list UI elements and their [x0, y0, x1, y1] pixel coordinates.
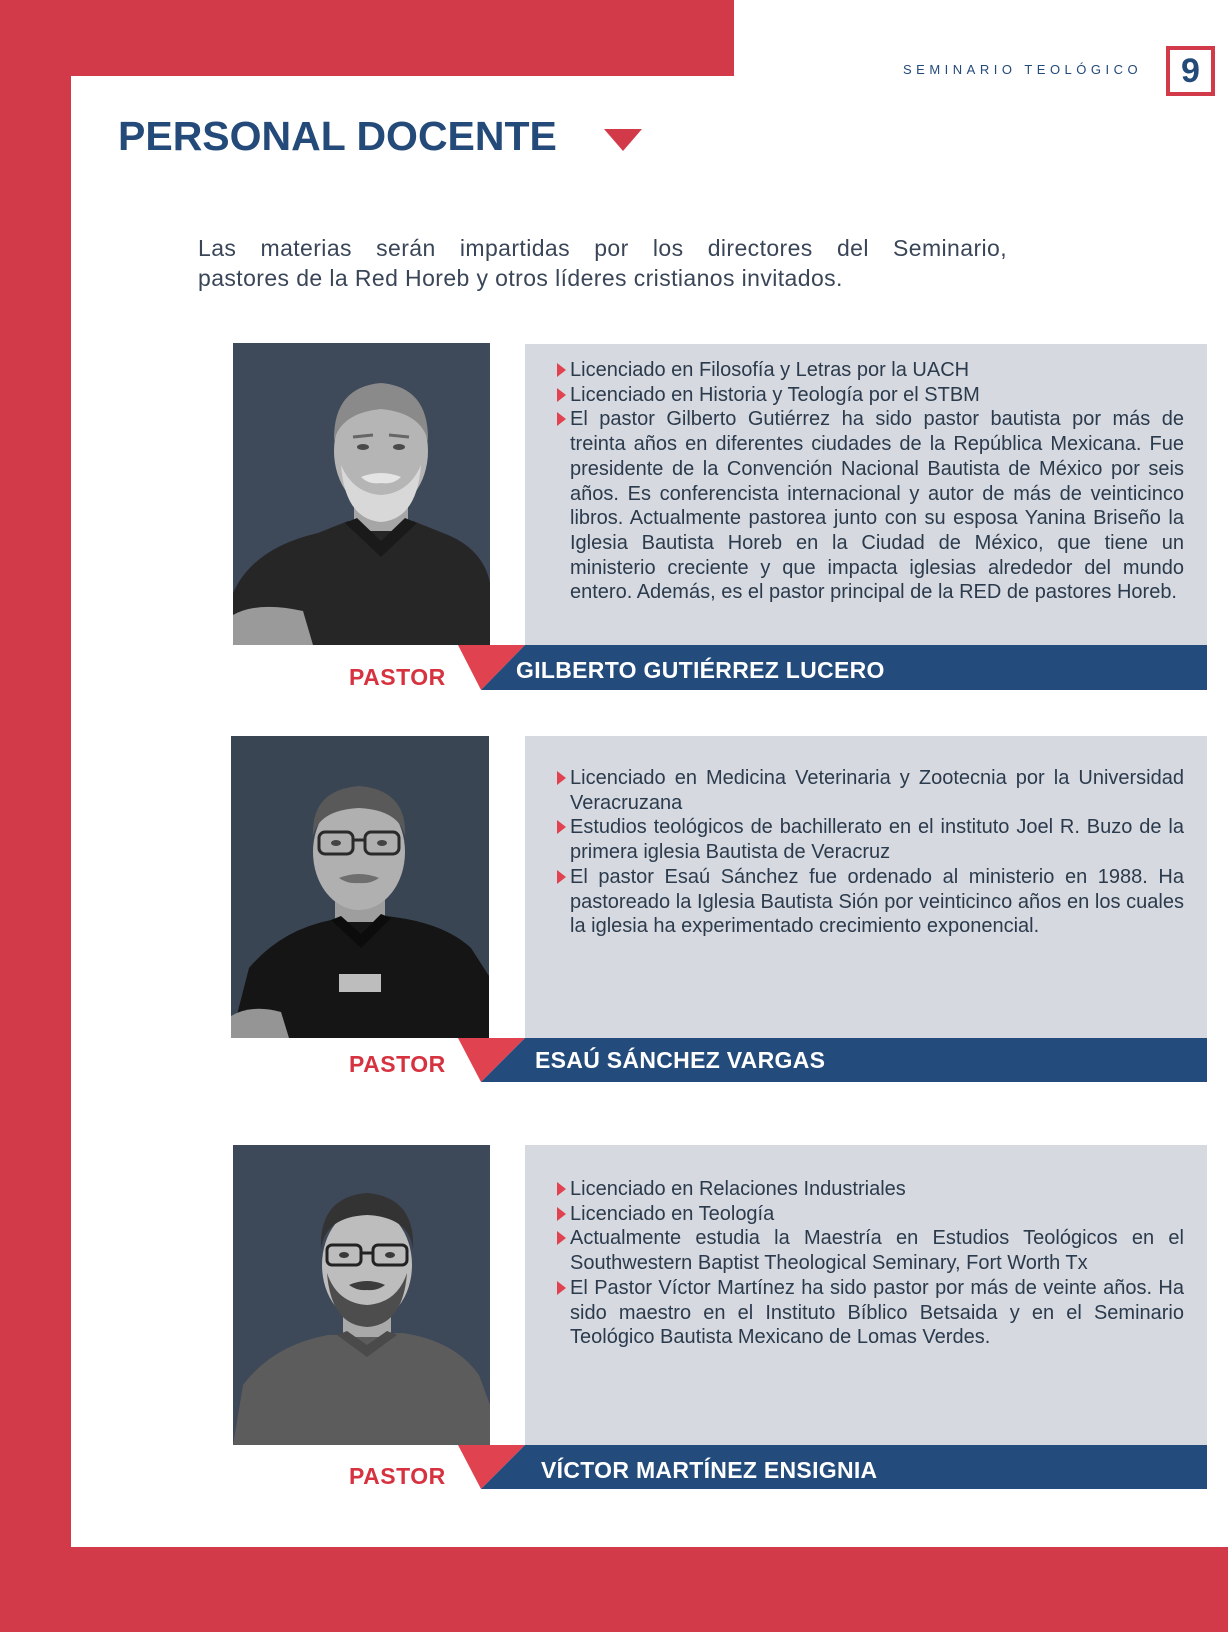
intro-line: Las materias serán impartidas por los directores del Seminario, — [198, 235, 1007, 261]
bio-item-text: El Pastor Víctor Martínez ha sido pastor por más de veinte años. Ha sido maestro en el Instituto Bíblico Betsaida y en el Seminario Teológico Bautista Mexicano de Lomas Verdes. — [570, 1276, 1184, 1349]
teacher-name: GILBERTO GUTIÉRREZ LUCERO — [516, 657, 885, 683]
bio-item — [570, 383, 1184, 408]
bio-item-text: Estudios teológicos de bachillerato en el instituto Joel R. Buzo de la primera iglesia Bautista de Veracruz — [570, 816, 1184, 864]
bio-item — [570, 358, 1184, 383]
bio-item — [570, 1226, 1184, 1275]
bio-item-text: Actualmente estudia la Maestría en Estudios Teológicos en el Southwestern Baptist Theological Seminary, Fort Worth Tx — [570, 1227, 1184, 1275]
bullet-triangle-icon — [557, 771, 566, 785]
role-label: PASTOR — [349, 1463, 446, 1489]
seminary-brand: SEMINARIO TEOLÓGICO — [903, 62, 1143, 77]
bio-item-text: Licenciado en Filosofía y Letras por la UACH — [570, 359, 970, 381]
bullet-triangle-icon — [557, 1231, 566, 1245]
bullet-triangle-icon — [557, 363, 566, 377]
bio-list — [570, 1177, 1184, 1350]
bio-item-text: Licenciado en Medicina Veterinaria y Zootecnia por la Universidad Veracruzana — [570, 767, 1184, 814]
intro-paragraph — [198, 233, 1007, 293]
bio-item-text: Licenciado en Historia y Teología por el STBM — [570, 383, 980, 406]
portrait-illustration — [231, 736, 489, 1038]
portrait-illustration — [233, 343, 490, 645]
teacher-name: VÍCTOR MARTÍNEZ ENSIGNIA — [541, 1457, 878, 1483]
role-label: PASTOR — [349, 1051, 446, 1077]
portrait-photo-victor — [233, 1145, 490, 1445]
page-number: 9 — [1166, 46, 1215, 96]
bullet-triangle-icon — [557, 870, 566, 884]
bio-item — [570, 1202, 1184, 1227]
intro-line: pastores de la Red Horeb y otros líderes cristianos invitados. — [198, 265, 843, 291]
bullet-triangle-icon — [557, 1182, 566, 1196]
bio-panel — [525, 1145, 1207, 1445]
bio-item — [570, 766, 1184, 815]
shirt-logo — [339, 974, 381, 992]
bullet-triangle-icon — [557, 1207, 566, 1221]
bio-item — [570, 407, 1184, 605]
bio-item-text: Licenciado en Relaciones Industriales — [570, 1178, 906, 1200]
bio-item — [570, 1276, 1184, 1350]
teacher-name: ESAÚ SÁNCHEZ VARGAS — [535, 1047, 826, 1073]
bullet-triangle-icon — [557, 1281, 566, 1295]
bio-panel — [525, 344, 1207, 645]
bio-list — [570, 358, 1184, 605]
bullet-triangle-icon — [557, 388, 566, 402]
portrait-illustration — [233, 1145, 490, 1445]
portrait-photo-esau — [231, 736, 489, 1038]
bullet-triangle-icon — [557, 820, 566, 834]
bio-item — [570, 815, 1184, 864]
bio-list — [570, 766, 1184, 939]
bio-item — [570, 865, 1184, 939]
bio-item-text: El pastor Esaú Sánchez fue ordenado al ministerio en 1988. Ha pastoreado la Iglesia Bautista Sión por veinticinco años en los cuales la iglesia ha experimentado crecimiento exponencial. — [570, 865, 1184, 938]
role-label: PASTOR — [349, 664, 446, 690]
bullet-triangle-icon — [557, 412, 566, 426]
bio-panel — [525, 736, 1207, 1038]
bio-item-text: El pastor Gilberto Gutiérrez ha sido pastor bautista por más de treinta años en diferentes ciudades de la República Mexicana. Fue presidente de la Convención Nacional Bautista de México por seis años. Es conferencista internacional y autor de más de veinticinco libros. Actualmente pastorea junto con su esposa Yanina Briseño la Iglesia Bautista Horeb en la Ciudad de México, que tiene un ministerio creciente y que impacta iglesias alrededor del mundo entero. Además, es el pastor principal de la RED de pastores Horeb. — [570, 408, 1184, 604]
portrait-photo-gilberto — [233, 343, 490, 645]
bio-item-text: Licenciado en Teología — [570, 1202, 775, 1225]
page-title: PERSONAL DOCENTE — [118, 113, 557, 159]
bio-item — [570, 1177, 1184, 1202]
